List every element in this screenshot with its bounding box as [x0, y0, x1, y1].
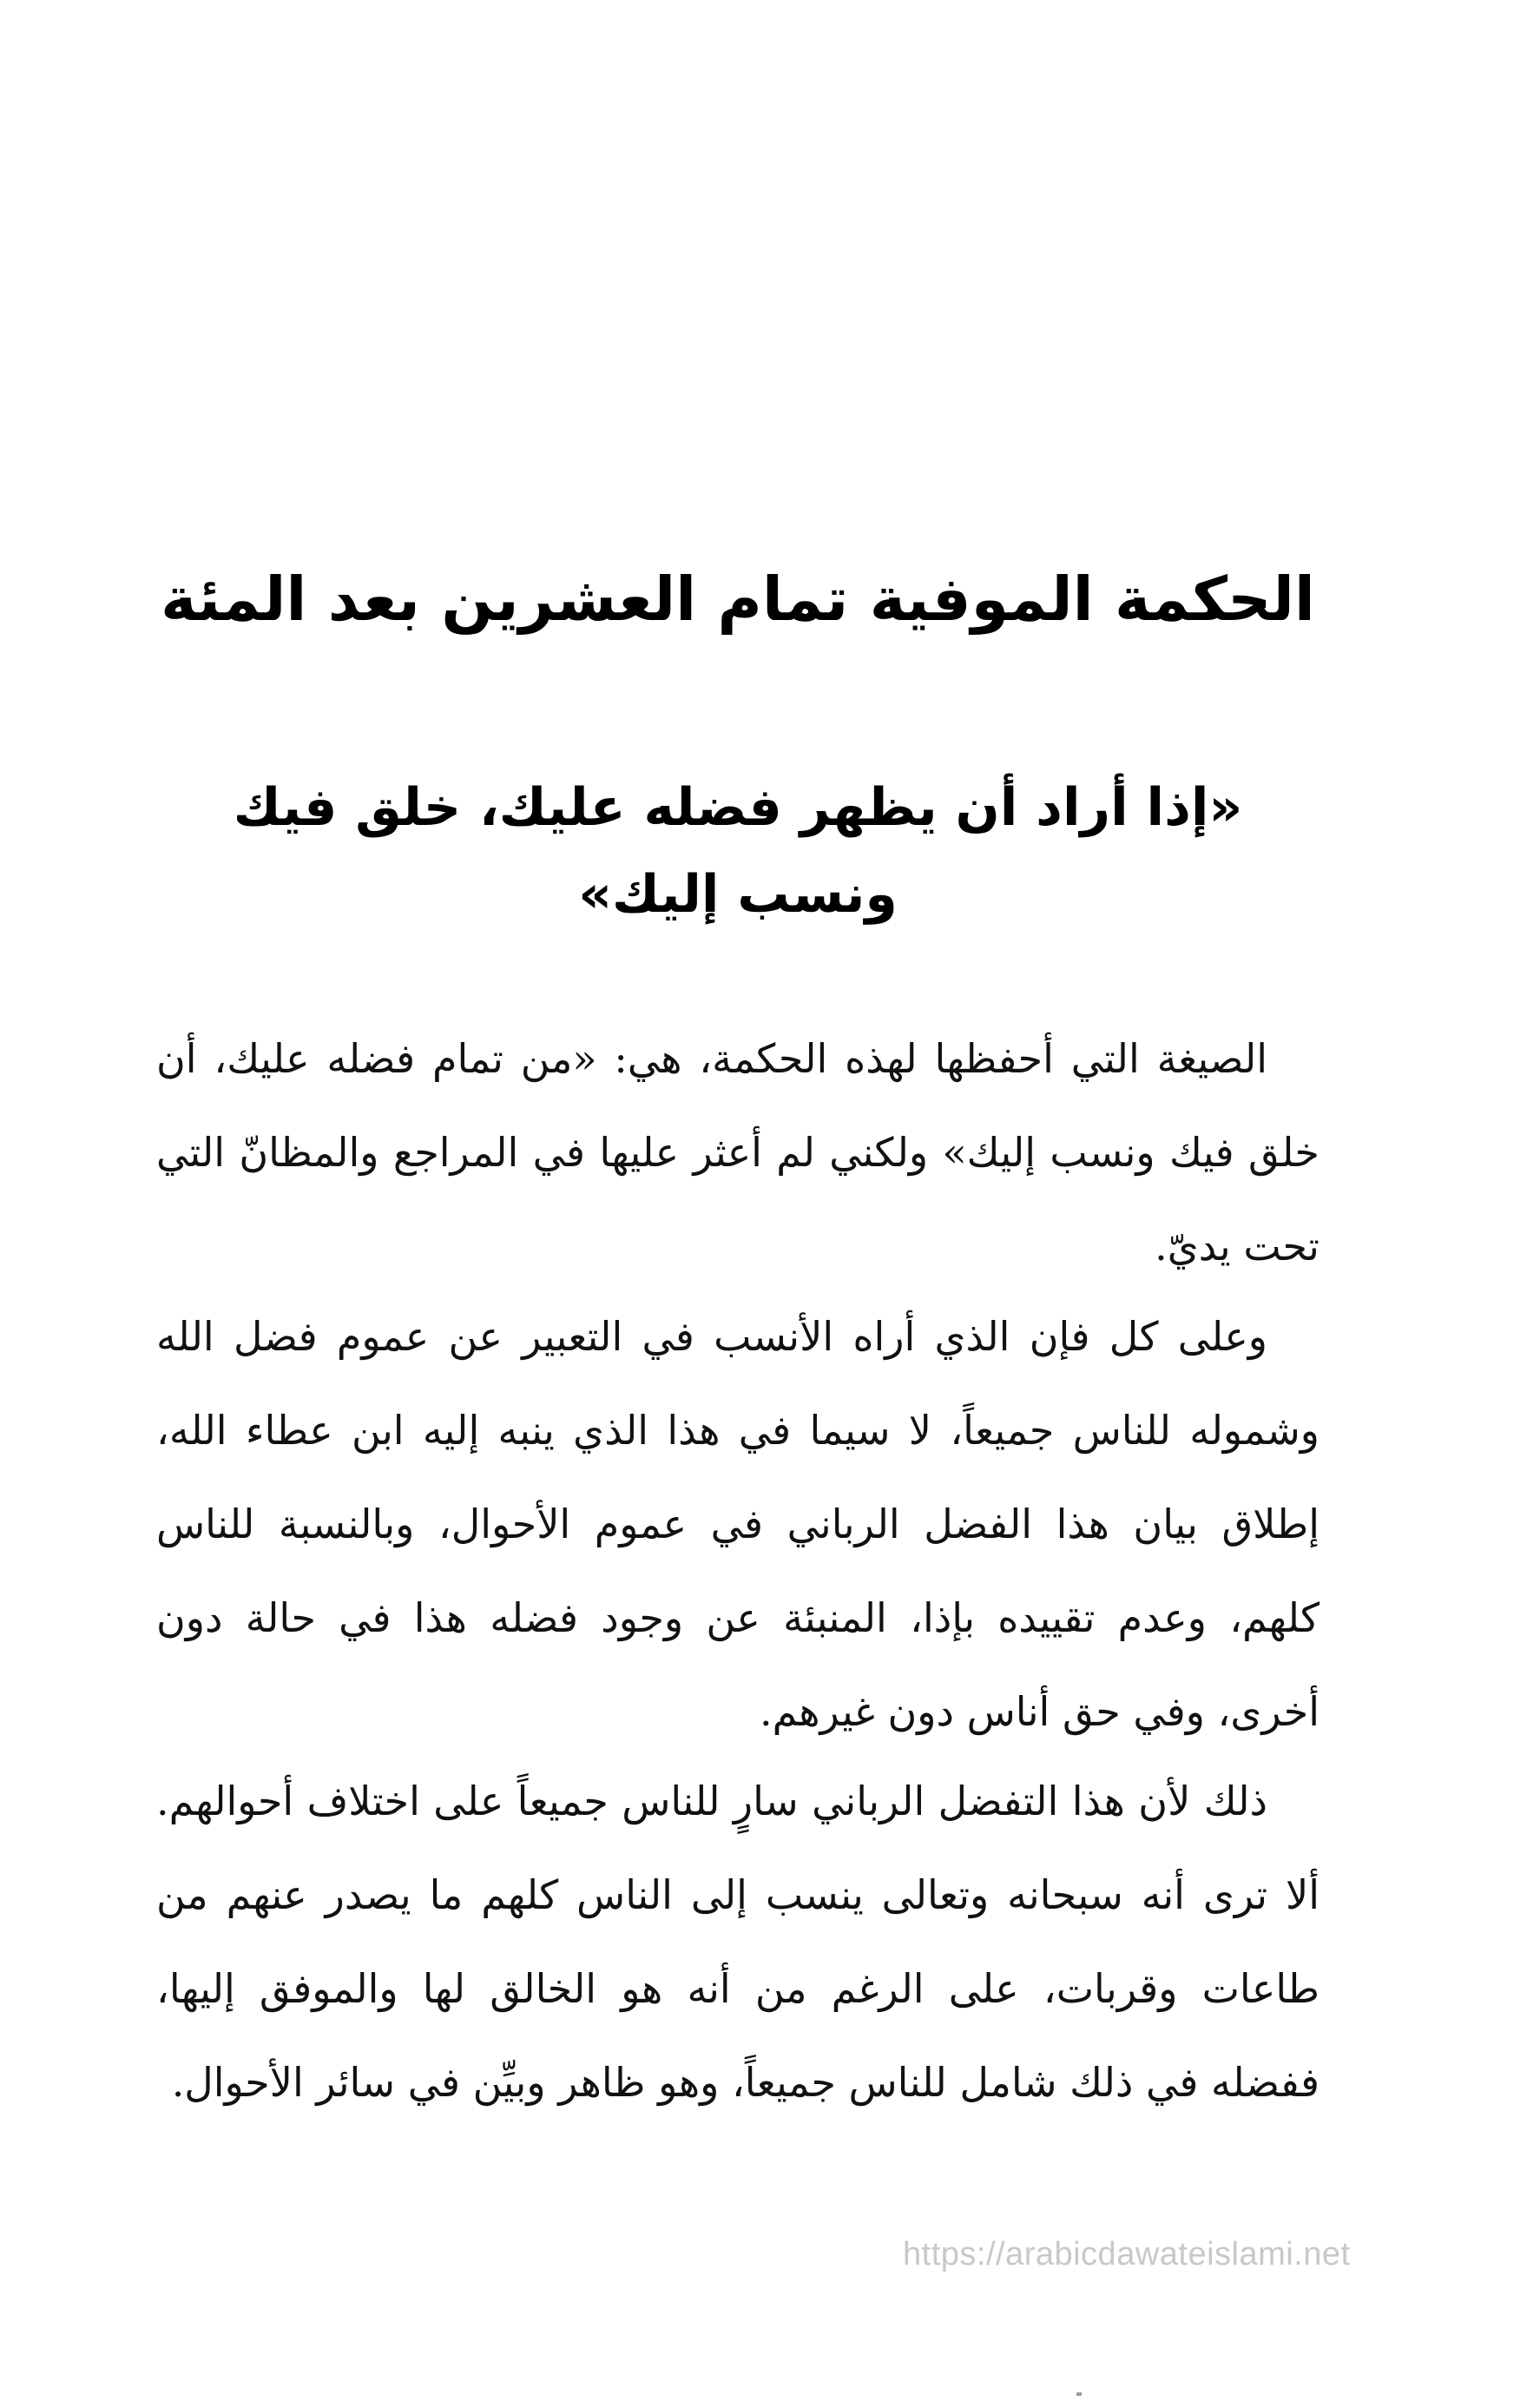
paragraph-1: الصيغة التي أحفظها لهذه الحكمة، هي: «من تمام فضله عليك، أن خلق فيك ونسب إليك» ولكني لم أعثر عليها في المراجع والمظانّ التي تحت يديّ. — [156, 1035, 1320, 1270]
watermark-url: https://arabicdawateislami.net — [903, 2236, 1351, 2273]
chapter-title: الحكمة الموفية تمام العشرين بعد المئة — [161, 564, 1315, 635]
paragraph-2: وعلى كل فإن الذي أراه الأنسب في التعبير عن عموم فضل الله وشموله للناس جميعاً، لا سيما في هذا الذي ينبه إليه ابن عطاء الله، إطلاق بيان هذا الفضل الرباني في عموم الأحوال، وبالنسبة للناس كلهم، وعدم تقييده بإذا، المنبئة عن وجود فضله هذا في حالة دون أخرى، وفي حق أناس دون غيرهم. — [156, 1313, 1320, 1735]
paragraph-3: ذلك لأن هذا التفضل الرباني سارٍ للناس جميعاً على اختلاف أحوالهم. ألا ترى أنه سبحانه وتعالى ينسب إلى الناس كلهم ما يصدر عنهم من طاعات وقربات، على الرغم من أنه هو الخالق لها والموفق إليها، ففضله في ذلك شامل للناس جميعاً، وهو ظاهر وبيِّن في سائر الأحوال. — [156, 1778, 1320, 2106]
wisdom-quote: «إذا أراد أن يظهر فضله عليك، خلق فيك ونسب إليك» — [233, 777, 1243, 925]
scan-speck — [1076, 2392, 1082, 2396]
